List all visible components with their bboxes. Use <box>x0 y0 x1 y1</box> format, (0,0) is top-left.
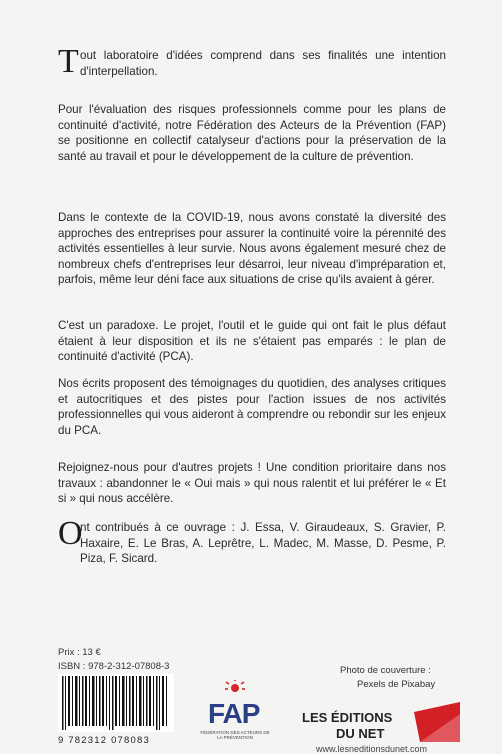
publisher-url: www.lesneditionsdunet.com <box>316 744 428 754</box>
publisher-name-line1: LES ÉDITIONS <box>302 710 393 725</box>
paragraph-covid: Dans le contexte de la COVID-19, nous avons constaté la diversité des approches des entreprises pour assurer la continuité voire la pérennité des activités essentielles à leur survie. Nous avons également mesuré chez de nombreux chefs d'entreprises leur désarroi, leur niveau d'impréparation et, parfois, même leur déni face aux situations de crise qu'ils avaient à gérer. <box>58 211 446 287</box>
paragraph-paradox: C'est un paradoxe. Le projet, l'outil et le guide qui ont fait le plus défaut étaient à leur disposition et ils ne s'étaient pas emparés : le plan de continuité d'activité (PCA). <box>58 319 446 364</box>
paragraph-intro-text: out laboratoire d'idées comprend dans ses finalités une intention d'interpellation. <box>80 49 446 78</box>
paragraph-join: Rejoignez-nous pour d'autres projets ! Une condition prioritaire dans nos travaux : abandonner le « Oui mais » qui nous ralentit et lui préférer le « Et si » qui nous accélère. <box>58 461 446 506</box>
paragraph-intro <box>58 43 446 80</box>
dropcap-letter: O <box>58 515 83 552</box>
publisher-mark-icon <box>414 702 462 742</box>
photo-credit-line2: Pexels de Pixabay <box>357 679 436 690</box>
paragraph-fap: Pour l'évaluation des risques professionnels comme pour les plans de continuité d'activité, notre Fédération des Acteurs de la Prévention (FAP) se positionne en collectif catalyseur d'actions pour la préservation de la santé au travail et pour le développement de la culture de prévention. <box>58 103 446 163</box>
paragraph-contributors-text: nt contribués à ce ouvrage : J. Essa, V. Giraudeaux, S. Gravier, P. Haxaire, E. Le Bras, A. Leprêtre, L. Madec, M. Masse, D. Pesme, P. Piza, F. Sicard. <box>80 521 446 566</box>
dropcap-letter: T <box>58 43 79 80</box>
price-label: Prix : 13 € <box>58 647 101 658</box>
paragraph-contributors <box>58 515 446 567</box>
photo-credit-line1: Photo de couverture : <box>340 665 431 676</box>
paragraph-writings: Nos écrits proposent des témoignages du quotidien, des analyses critiques et autocritiques et des pistes pour l'action issues de nos activités professionnelles qui vous aideront à comprendre ou rebondir sur les enjeux du PCA. <box>58 377 446 437</box>
fap-logo-text: FAP <box>208 698 260 729</box>
publisher-name-line2: DU NET <box>336 726 385 741</box>
fap-logo <box>200 680 270 750</box>
barcode-number: 9 782312 078083 <box>58 735 150 746</box>
fap-logo-subtitle: FÉDÉRATION DES ACTEURS DE LA PRÉVENTION <box>200 730 270 740</box>
isbn-label: ISBN : 978-2-312-07808-3 <box>58 661 170 672</box>
barcode-image <box>58 674 174 732</box>
publisher-logo <box>302 700 462 753</box>
